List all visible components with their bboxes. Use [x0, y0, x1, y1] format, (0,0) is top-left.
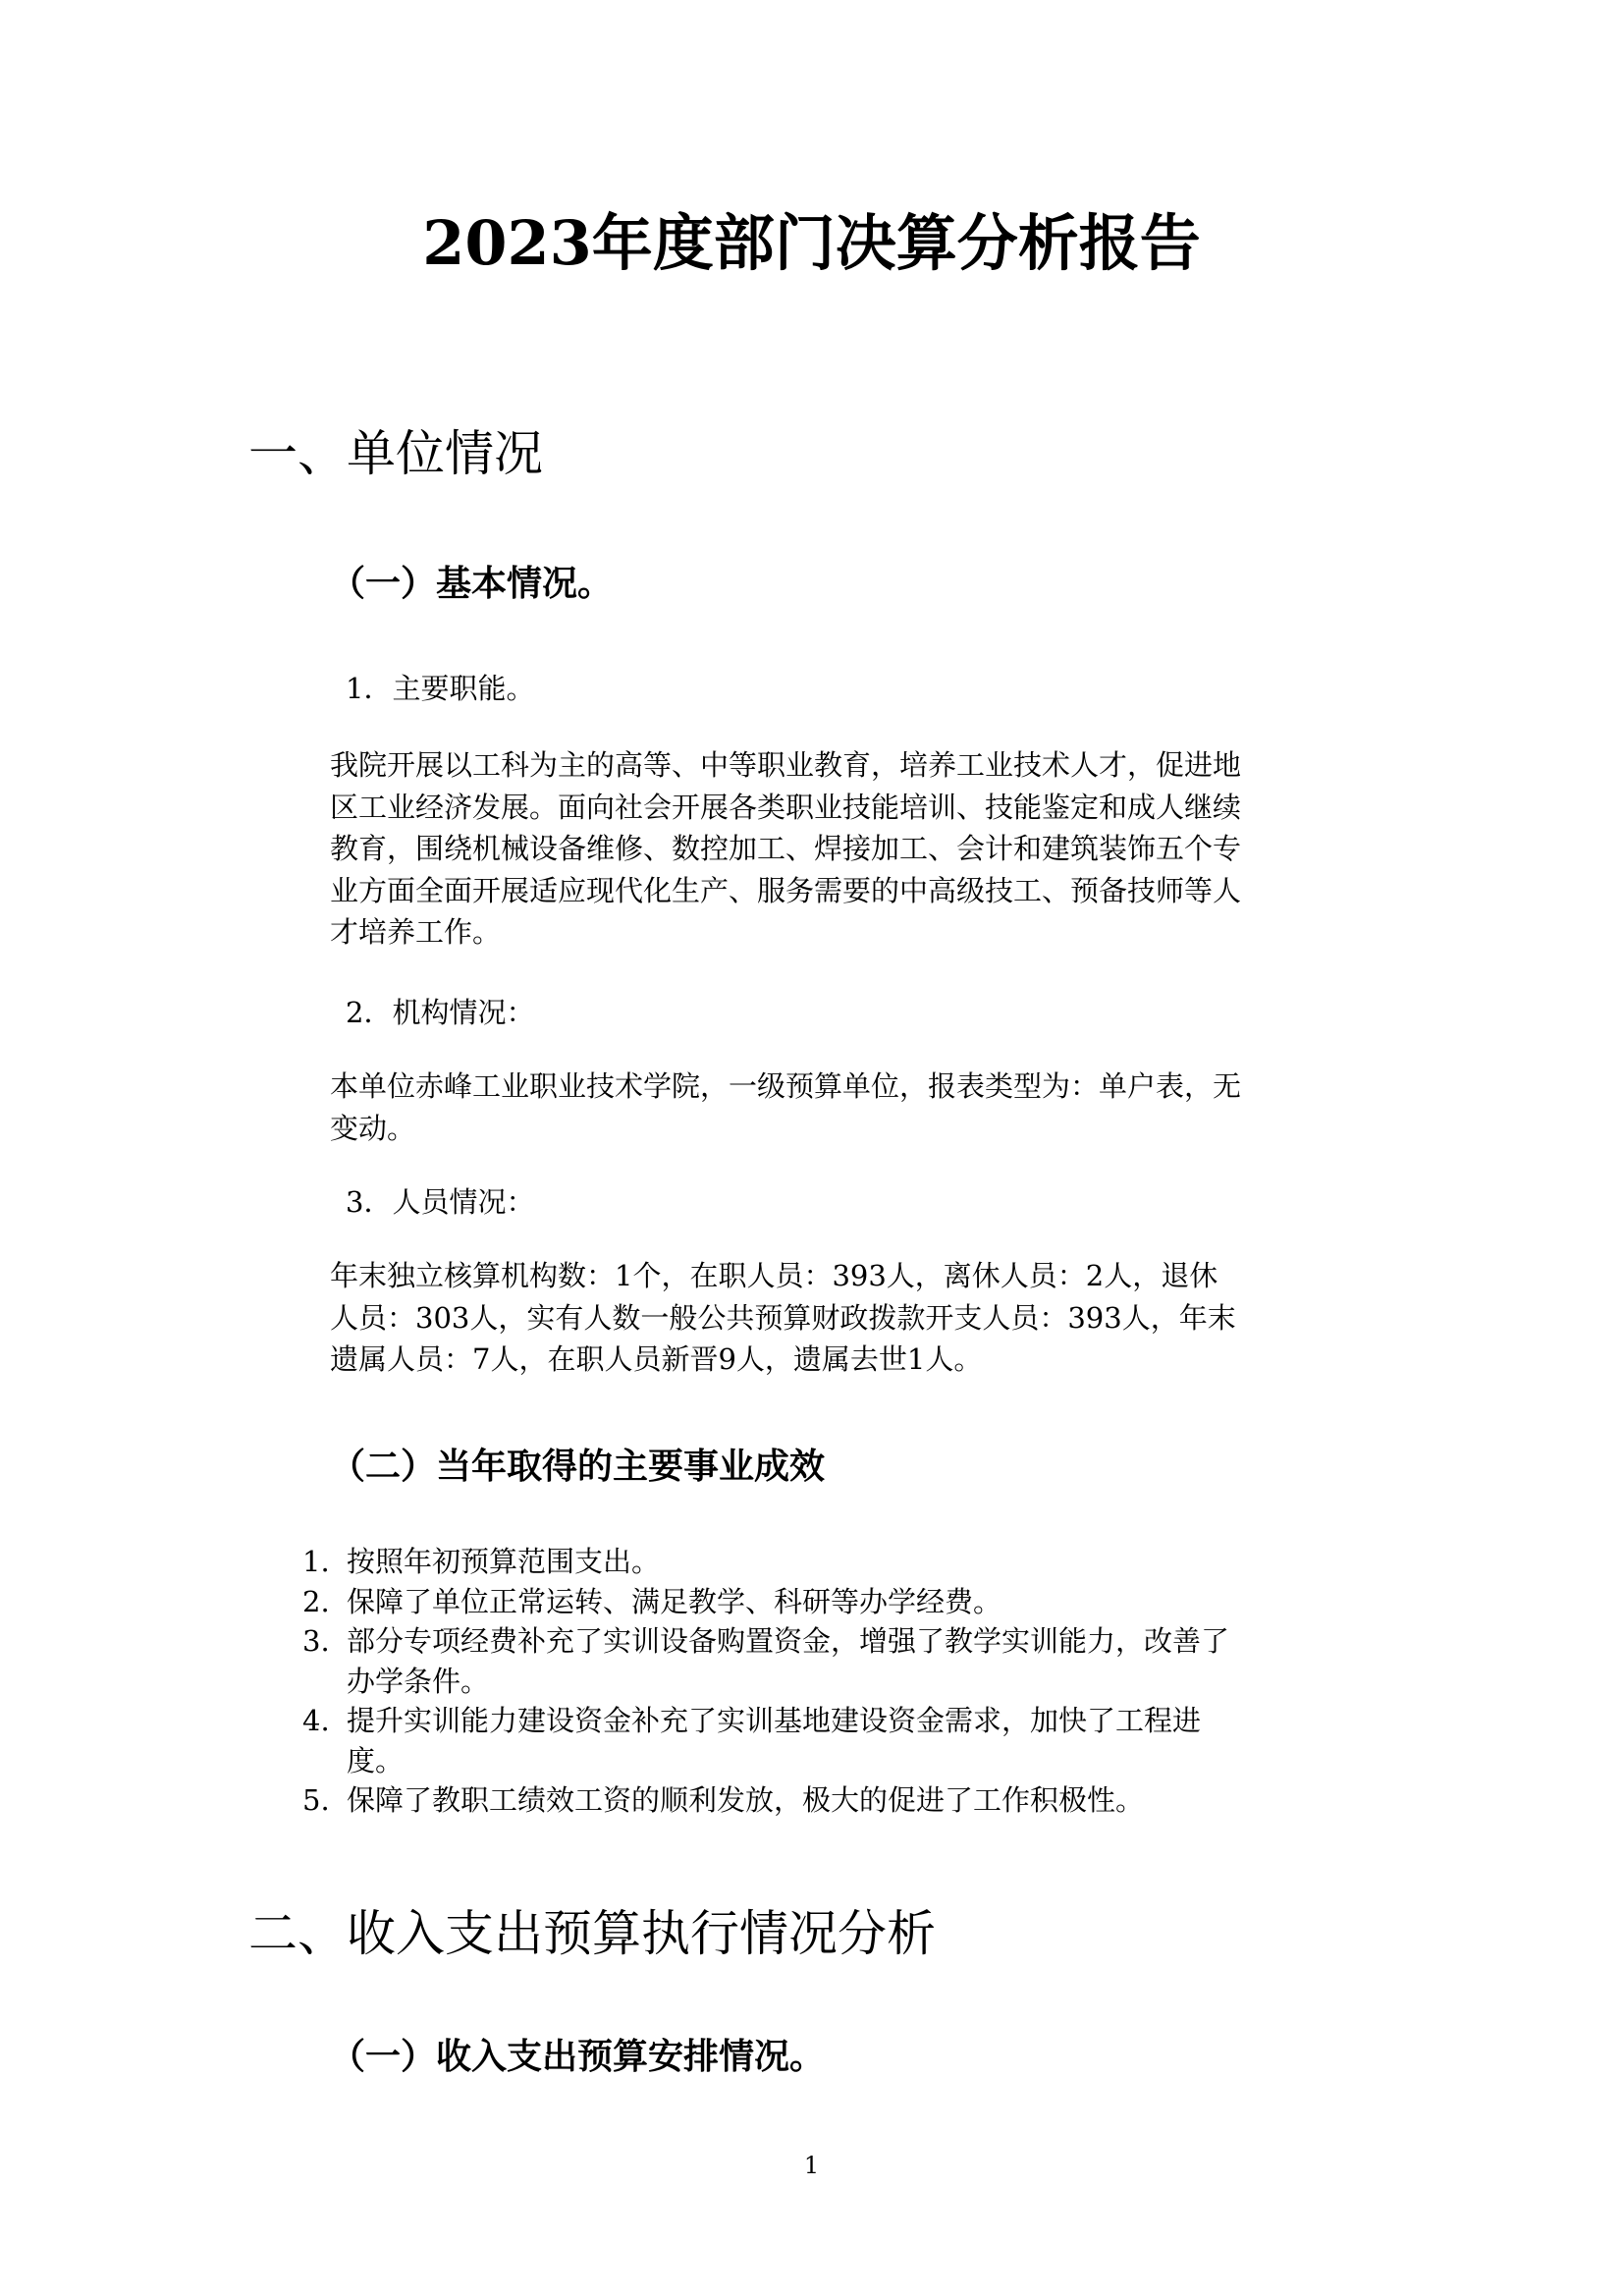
- subsection-heading-achievements: （二）当年取得的主要事业成效: [330, 1446, 826, 1487]
- paragraph-line: 年末独立核算机构数：1个，在职人员：393人，离休人员：2人，退休: [330, 1259, 1218, 1292]
- paragraph-line: 才培养工作。: [330, 915, 502, 949]
- achievements-list: [302, 1542, 1229, 1821]
- list-item: [302, 1780, 1229, 1821]
- document-title: 2023年度部门决算分析报告: [422, 207, 1201, 279]
- item-label-organization: 2．机构情况：: [346, 996, 535, 1029]
- section-heading-unit-info: 一、单位情况: [248, 425, 543, 482]
- list-item-number: 4.: [302, 1704, 330, 1737]
- paragraph-main-functions: [330, 744, 1241, 954]
- list-item-line: 部分专项经费补充了实训设备购置资金，增强了教学实训能力，改善了: [347, 1624, 1230, 1658]
- page-number: 1: [803, 2152, 820, 2179]
- paragraph-line: 业方面全面开展适应现代化生产、服务需要的中高级技工、预备技师等人: [330, 873, 1242, 907]
- list-item-line: 按照年初预算范围支出。: [347, 1545, 661, 1578]
- list-item-number: 2.: [302, 1584, 330, 1618]
- list-item-line: 办学条件。: [347, 1664, 490, 1698]
- list-item: [302, 1582, 1229, 1622]
- paragraph-line: 教育，围绕机械设备维修、数控加工、焊接加工、会计和建筑装饰五个专: [330, 832, 1242, 865]
- paragraph-personnel: [330, 1255, 1236, 1381]
- list-item-number: 3.: [302, 1624, 330, 1658]
- list-item-line: 度。: [347, 1743, 405, 1777]
- item-label-personnel: 3．人员情况：: [346, 1185, 535, 1219]
- list-item: [302, 1621, 1229, 1701]
- list-item: [302, 1701, 1229, 1780]
- list-item-number: 5.: [302, 1783, 330, 1817]
- section-heading-budget-analysis: 二、收入支出预算执行情况分析: [248, 1905, 936, 1962]
- paragraph-line: 本单位赤峰工业职业技术学院，一级预算单位，报表类型为：单户表，无: [330, 1069, 1242, 1103]
- list-item-line: 提升实训能力建设资金补充了实训基地建设资金需求，加快了工程进: [347, 1704, 1202, 1737]
- subsection-heading-budget-arrangement: （一）收入支出预算安排情况。: [330, 2036, 826, 2077]
- subsection-heading-basic-info: （一）基本情况。: [330, 563, 614, 604]
- paragraph-line: 遗属人员：7人，在职人员新晋9人，遗属去世1人。: [330, 1342, 983, 1376]
- list-item-number: 1.: [302, 1545, 330, 1578]
- item-label-main-functions: 1．主要职能。: [346, 672, 535, 705]
- paragraph-line: 变动。: [330, 1111, 416, 1145]
- list-item-line: 保障了教职工绩效工资的顺利发放，极大的促进了工作积极性。: [347, 1783, 1145, 1817]
- list-item: [302, 1542, 1229, 1582]
- paragraph-line: 人员：303人，实有人数一般公共预算财政拨款开支人员：393人，年末: [330, 1300, 1236, 1335]
- paragraph-organization: [330, 1066, 1241, 1149]
- list-item-line: 保障了单位正常运转、满足教学、科研等办学经费。: [347, 1584, 1002, 1618]
- paragraph-line: 我院开展以工科为主的高等、中等职业教育，培养工业技术人才，促进地: [330, 748, 1242, 782]
- paragraph-line: 区工业经济发展。面向社会开展各类职业技能培训、技能鉴定和成人继续: [330, 790, 1242, 824]
